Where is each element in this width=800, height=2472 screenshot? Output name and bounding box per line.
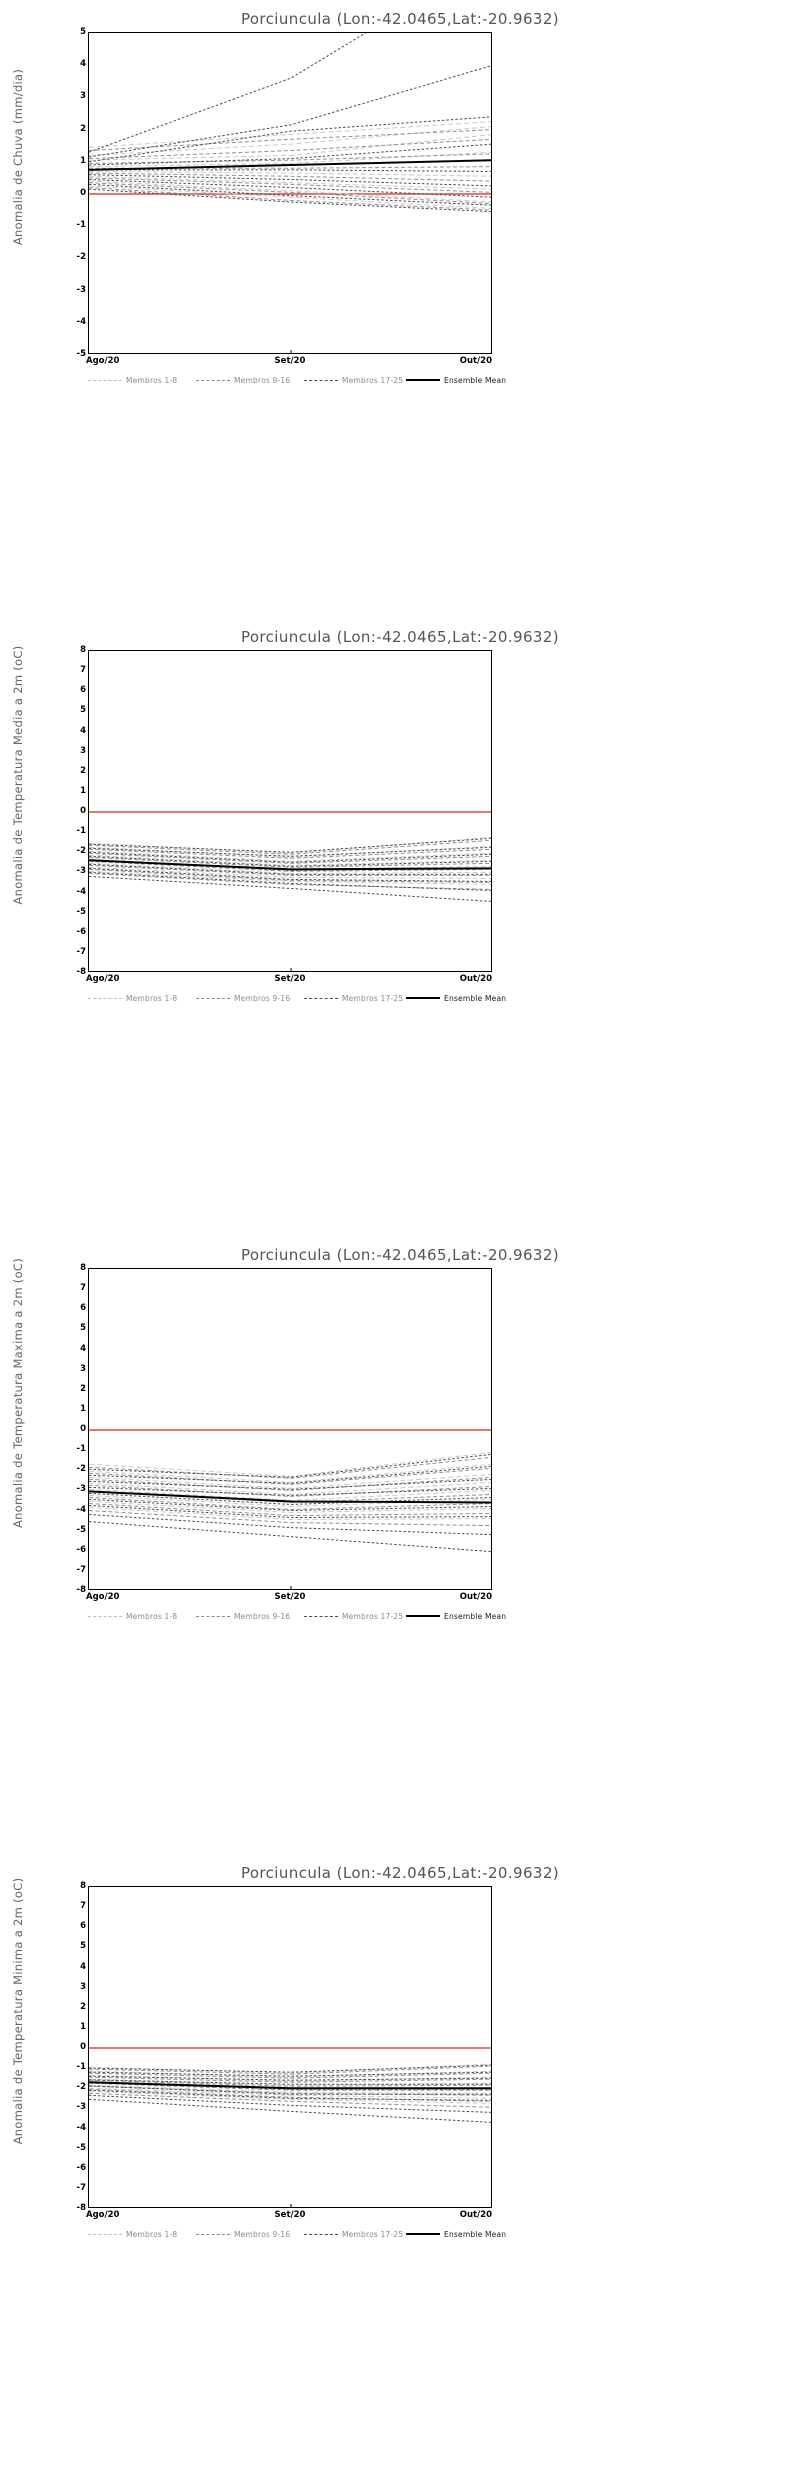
legend-item bbox=[196, 2228, 290, 2240]
legend-label: Membros 17-25 bbox=[342, 1611, 404, 1621]
y-tick-label: 4 bbox=[80, 1961, 86, 1972]
legend-item bbox=[304, 374, 403, 386]
y-tick-label: -5 bbox=[76, 1524, 86, 1535]
y-tick-label: 4 bbox=[80, 59, 86, 70]
y-tick-label: -8 bbox=[76, 2203, 86, 2213]
y-axis-label: Anomalia de Temperatura Minima a 2m (oC) bbox=[11, 1877, 25, 2145]
legend-swatch-icon bbox=[196, 998, 230, 999]
legend-swatch-icon bbox=[304, 998, 338, 999]
y-tick-label: 3 bbox=[80, 745, 86, 756]
y-axis-label: Anomalia de Temperatura Media a 2m (oC) bbox=[11, 645, 25, 905]
y-axis-ticks bbox=[52, 645, 86, 977]
member-line bbox=[89, 2099, 492, 2122]
y-tick-label: -1 bbox=[76, 1444, 86, 1455]
legend-label: Membros 9-16 bbox=[234, 1611, 291, 1621]
y-tick-label: -4 bbox=[76, 886, 86, 897]
plot-area bbox=[88, 32, 492, 354]
y-tick-label: 5 bbox=[80, 705, 86, 716]
legend-label: Membros 9-16 bbox=[234, 993, 291, 1003]
legend-swatch-icon bbox=[406, 379, 440, 381]
x-tick-label: Out/20 bbox=[459, 1592, 492, 1602]
y-tick-label: -5 bbox=[76, 349, 86, 359]
legend-label: Ensemble Mean bbox=[444, 2229, 507, 2239]
y-tick-label: 1 bbox=[80, 2021, 86, 2032]
y-tick-label: 5 bbox=[80, 1941, 86, 1952]
legend-swatch-icon bbox=[88, 1616, 122, 1617]
member-line bbox=[89, 170, 492, 172]
chart-panel-mean-temperature bbox=[0, 618, 800, 1236]
page-title: Porciuncula (Lon:-42.0465,Lat:-20.9632) bbox=[240, 1864, 560, 1882]
page-title: Porciuncula (Lon:-42.0465,Lat:-20.9632) bbox=[240, 10, 560, 28]
legend-label: Membros 1-8 bbox=[126, 375, 178, 385]
legend-label: Ensemble Mean bbox=[444, 1611, 507, 1621]
y-tick-label: 4 bbox=[80, 1343, 86, 1354]
legend-item bbox=[88, 2228, 177, 2240]
legend-item bbox=[304, 992, 403, 1004]
member-line bbox=[89, 2064, 492, 2073]
chart-legend bbox=[88, 2228, 507, 2242]
x-tick-label: Set/20 bbox=[274, 1592, 306, 1602]
chart-panel-max-temperature bbox=[0, 1236, 800, 1854]
y-tick-label: -1 bbox=[76, 826, 86, 837]
y-tick-label: 1 bbox=[80, 1403, 86, 1414]
y-tick-label: 6 bbox=[80, 1921, 86, 1932]
x-axis-ticks bbox=[88, 972, 492, 988]
y-tick-label: -2 bbox=[76, 252, 86, 263]
y-tick-label: 0 bbox=[80, 806, 86, 816]
member-line bbox=[89, 2095, 492, 2112]
y-tick-label: 6 bbox=[80, 1303, 86, 1314]
y-tick-label: 8 bbox=[80, 645, 86, 655]
legend-item bbox=[406, 374, 506, 386]
y-tick-label: -7 bbox=[76, 2182, 86, 2193]
member-line bbox=[89, 1454, 492, 1477]
page-title: Porciuncula (Lon:-42.0465,Lat:-20.9632) bbox=[240, 628, 560, 646]
y-tick-label: -8 bbox=[76, 1585, 86, 1595]
y-tick-label: 0 bbox=[80, 1424, 86, 1434]
legend-item bbox=[196, 1610, 290, 1622]
y-tick-label: -8 bbox=[76, 967, 86, 977]
x-tick-label: Ago/20 bbox=[86, 974, 120, 984]
legend-swatch-icon bbox=[406, 2233, 440, 2235]
y-tick-label: -2 bbox=[76, 2082, 86, 2093]
legend-item bbox=[304, 1610, 403, 1622]
chart-legend bbox=[88, 992, 507, 1006]
legend-item bbox=[406, 992, 506, 1004]
y-tick-label: 7 bbox=[80, 665, 86, 676]
y-tick-label: 4 bbox=[80, 725, 86, 736]
y-tick-label: 5 bbox=[80, 1323, 86, 1334]
y-tick-label: -1 bbox=[76, 220, 86, 231]
member-line bbox=[89, 122, 492, 148]
y-tick-label: -4 bbox=[76, 316, 86, 327]
y-tick-label: 1 bbox=[80, 785, 86, 796]
y-tick-label: -6 bbox=[76, 1544, 86, 1555]
y-tick-label: -3 bbox=[76, 1484, 86, 1495]
legend-item bbox=[88, 1610, 177, 1622]
y-axis-ticks bbox=[52, 27, 86, 359]
x-tick-label: Set/20 bbox=[274, 974, 306, 984]
y-tick-label: 1 bbox=[80, 155, 86, 166]
y-tick-label: -7 bbox=[76, 1564, 86, 1575]
y-tick-label: 7 bbox=[80, 1283, 86, 1294]
legend-label: Membros 9-16 bbox=[234, 2229, 291, 2239]
legend-item bbox=[304, 2228, 403, 2240]
x-tick-label: Out/20 bbox=[459, 2210, 492, 2220]
y-tick-label: -2 bbox=[76, 1464, 86, 1475]
x-axis-ticks bbox=[88, 2208, 492, 2224]
chart-legend bbox=[88, 1610, 507, 1624]
x-tick-label: Out/20 bbox=[459, 356, 492, 366]
y-axis-label: Anomalia de Chuva (mm/dia) bbox=[11, 68, 25, 246]
x-tick-label: Set/20 bbox=[274, 356, 306, 366]
y-tick-label: -3 bbox=[76, 284, 86, 295]
y-tick-label: 2 bbox=[80, 765, 86, 776]
y-tick-label: 3 bbox=[80, 1981, 86, 1992]
legend-label: Membros 17-25 bbox=[342, 2229, 404, 2239]
legend-label: Ensemble Mean bbox=[444, 375, 507, 385]
legend-swatch-icon bbox=[88, 998, 122, 999]
member-line bbox=[89, 1522, 492, 1552]
chart-panel-rainfall bbox=[0, 0, 800, 618]
y-tick-label: 3 bbox=[80, 91, 86, 102]
legend-label: Membros 1-8 bbox=[126, 1611, 178, 1621]
y-tick-label: 8 bbox=[80, 1263, 86, 1273]
legend-label: Ensemble Mean bbox=[444, 993, 507, 1003]
member-line bbox=[89, 186, 492, 209]
legend-label: Membros 17-25 bbox=[342, 993, 404, 1003]
legend-label: Membros 1-8 bbox=[126, 993, 178, 1003]
y-tick-label: -5 bbox=[76, 906, 86, 917]
legend-swatch-icon bbox=[304, 1616, 338, 1617]
legend-swatch-icon bbox=[88, 2234, 122, 2235]
x-tick-label: Ago/20 bbox=[86, 2210, 120, 2220]
y-tick-label: -4 bbox=[76, 2122, 86, 2133]
y-axis-ticks bbox=[52, 1881, 86, 2213]
y-axis-label: Anomalia de Temperatura Maxima a 2m (oC) bbox=[11, 1257, 25, 1529]
legend-swatch-icon bbox=[304, 380, 338, 381]
legend-swatch-icon bbox=[196, 2234, 230, 2235]
y-tick-label: -2 bbox=[76, 846, 86, 857]
chart-legend bbox=[88, 374, 507, 388]
member-line bbox=[89, 1464, 492, 1482]
y-tick-label: 2 bbox=[80, 1383, 86, 1394]
legend-item bbox=[88, 374, 177, 386]
y-tick-label: 2 bbox=[80, 2001, 86, 2012]
plot-area bbox=[88, 1886, 492, 2208]
legend-item bbox=[406, 2228, 506, 2240]
page-title: Porciuncula (Lon:-42.0465,Lat:-20.9632) bbox=[240, 1246, 560, 1264]
member-line bbox=[89, 130, 492, 151]
legend-label: Membros 17-25 bbox=[342, 375, 404, 385]
legend-swatch-icon bbox=[304, 2234, 338, 2235]
y-axis-ticks bbox=[52, 1263, 86, 1595]
y-tick-label: 3 bbox=[80, 1363, 86, 1374]
x-tick-label: Ago/20 bbox=[86, 1592, 120, 1602]
x-axis-ticks bbox=[88, 354, 492, 370]
y-tick-label: -3 bbox=[76, 2102, 86, 2113]
legend-item bbox=[406, 1610, 506, 1622]
y-tick-label: -3 bbox=[76, 866, 86, 877]
x-tick-label: Out/20 bbox=[459, 974, 492, 984]
legend-item bbox=[196, 992, 290, 1004]
y-tick-label: 0 bbox=[80, 2042, 86, 2052]
x-tick-label: Set/20 bbox=[274, 2210, 306, 2220]
plot-area bbox=[88, 1268, 492, 1590]
member-line bbox=[89, 1452, 492, 1476]
legend-swatch-icon bbox=[196, 380, 230, 381]
legend-label: Membros 9-16 bbox=[234, 375, 291, 385]
y-tick-label: -6 bbox=[76, 926, 86, 937]
member-line bbox=[89, 184, 492, 205]
legend-label: Membros 1-8 bbox=[126, 2229, 178, 2239]
y-tick-label: -1 bbox=[76, 2062, 86, 2073]
y-tick-label: -5 bbox=[76, 2142, 86, 2153]
member-line bbox=[89, 1515, 492, 1535]
legend-swatch-icon bbox=[406, 997, 440, 999]
y-tick-label: 5 bbox=[80, 27, 86, 37]
y-tick-label: 8 bbox=[80, 1881, 86, 1891]
legend-swatch-icon bbox=[88, 380, 122, 381]
y-tick-label: -7 bbox=[76, 946, 86, 957]
legend-item bbox=[88, 992, 177, 1004]
chart-panel-min-temperature bbox=[0, 1854, 800, 2472]
x-tick-label: Ago/20 bbox=[86, 356, 120, 366]
legend-swatch-icon bbox=[196, 1616, 230, 1617]
plot-area bbox=[88, 650, 492, 972]
y-tick-label: 2 bbox=[80, 123, 86, 134]
legend-swatch-icon bbox=[406, 1615, 440, 1617]
legend-item bbox=[196, 374, 290, 386]
y-tick-label: 6 bbox=[80, 685, 86, 696]
y-tick-label: 0 bbox=[80, 188, 86, 198]
y-tick-label: -6 bbox=[76, 2162, 86, 2173]
y-tick-label: -4 bbox=[76, 1504, 86, 1515]
x-axis-ticks bbox=[88, 1590, 492, 1606]
y-tick-label: 7 bbox=[80, 1901, 86, 1912]
